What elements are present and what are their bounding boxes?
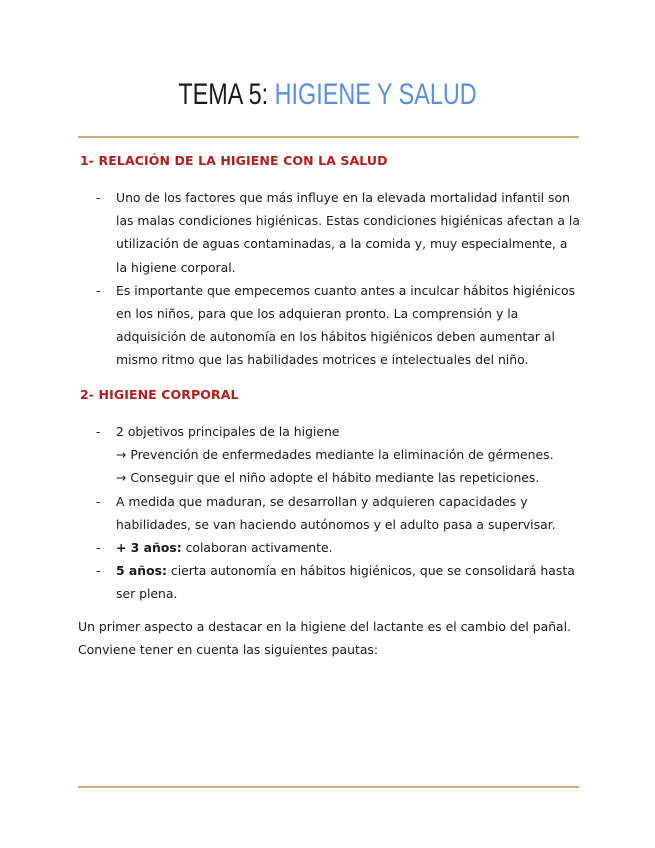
page-title bbox=[72, 78, 583, 112]
list-item bbox=[96, 536, 582, 559]
list-item bbox=[96, 186, 582, 279]
list-item bbox=[96, 490, 582, 536]
list-item-text: Uno de los factores que más influye en la elevada mortalidad infantil son las malas condiciones higiénicas. Estas condiciones higiénicas afectan a la utilización de aguas contaminadas, a la comida y, muy especialmente, a la higiene corporal. bbox=[116, 190, 580, 275]
title-highlight: HIGIENE Y SALUD bbox=[274, 78, 477, 111]
list-item-text: 2 objetivos principales de la higiene bbox=[116, 424, 340, 439]
emphasis-label: + 3 años: bbox=[116, 540, 182, 556]
bullet-dash: - bbox=[96, 563, 101, 579]
list-item-text: A medida que maduran, se desarrollan y adquieren capacidades y habilidades, se van haciendo autónomos y el adulto pasa a supervisar. bbox=[116, 493, 556, 532]
paragraph-line: Conviene tener en cuenta las siguientes pautas: bbox=[78, 642, 379, 658]
list-item bbox=[96, 279, 582, 372]
top-divider bbox=[78, 136, 579, 138]
title-prefix: TEMA 5: bbox=[178, 78, 269, 111]
closing-paragraph bbox=[78, 615, 578, 661]
list-item-text: colaboran activamente. bbox=[181, 540, 333, 556]
sub-item: → Prevención de enfermedades mediante la eliminación de gérmenes. bbox=[116, 447, 554, 463]
bullet-dash: - bbox=[96, 540, 101, 556]
sub-item: → Conseguir que el niño adopte el hábito mediante las repeticiones. bbox=[116, 470, 540, 486]
list-item bbox=[96, 559, 582, 605]
paragraph-line: Un primer aspecto a destacar en la higiene del lactante es el cambio del pañal. bbox=[78, 619, 572, 634]
list-item-text: Es importante que empecemos cuanto antes a inculcar hábitos higiénicos en los niños, para que los adquieran pronto. La comprensión y la adquisición de autonomía en los hábitos higiénicos deben aumentar al mismo ritmo que las habilidades motrices e intelectuales del niño. bbox=[116, 282, 576, 368]
list-item-text: cierta autonomía en hábitos higiénicos, que se consolidará hasta ser plena. bbox=[116, 563, 575, 602]
list-item bbox=[96, 420, 582, 490]
section2-heading: 2- HIGIENE CORPORAL bbox=[80, 387, 239, 402]
section2-list bbox=[96, 420, 582, 606]
emphasis-label: 5 años: bbox=[116, 563, 167, 579]
bullet-dash: - bbox=[96, 424, 101, 439]
bullet-dash: - bbox=[96, 190, 101, 205]
bottom-divider bbox=[78, 786, 579, 788]
section1-heading: 1- RELACIÓN DE LA HIGIENE CON LA SALUD bbox=[80, 153, 388, 168]
bullet-dash: - bbox=[96, 493, 101, 509]
bullet-dash: - bbox=[96, 282, 101, 298]
section1-list bbox=[96, 186, 582, 372]
